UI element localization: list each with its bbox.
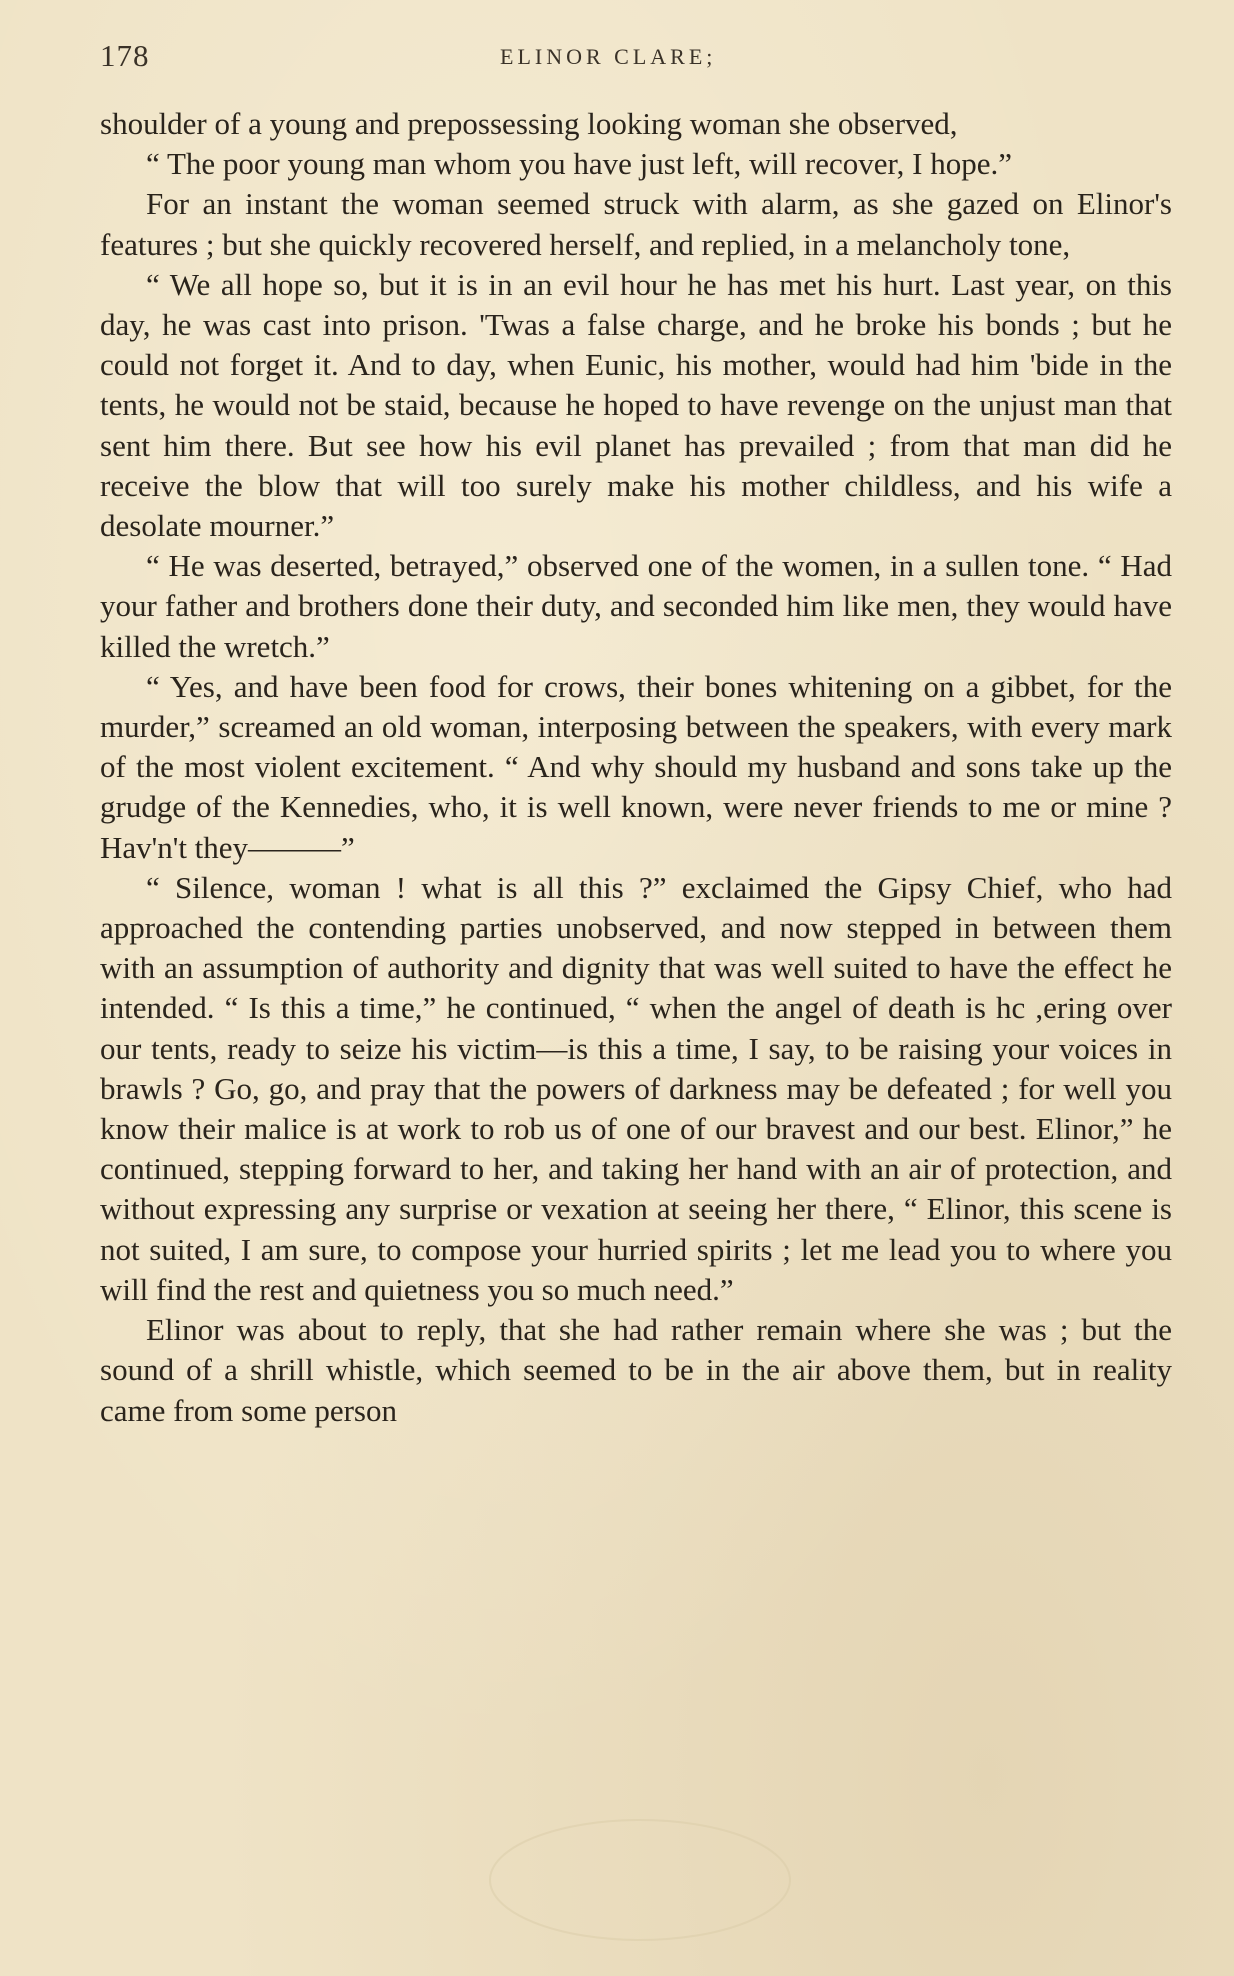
paragraph-8: Elinor was about to reply, that she had rather remain where she was ; but the sound of a shrill whistle, which seemed to be in the air above them, but in reality came from some person xyxy=(100,1312,1172,1428)
paragraph-2: “ The poor young man whom you have just left, will recover, I hope.” xyxy=(146,146,1012,182)
paragraph-6: “ Yes, and have been food for crows, their bones whitening on a gibbet, for the murder,” screamed an old woman, interposing between the speakers, with every mark of the most violent excitement. “ And why should my husband and sons take up the grudge of the Kennedies, who, it is well known, were never friends to me or mine ? Hav'n't they———” xyxy=(100,668,1172,865)
running-head: ELINOR CLARE; xyxy=(500,44,717,69)
paragraph-7: “ Silence, woman ! what is all this ?” exclaimed the Gipsy Chief, who had approached the contending parties unobserved, and now stepped in between them with an assumption of authority and dignity that was well suited to have the effect he intended. “ Is this a time,” he continued, “ when the angel of death is hc ,ering over our tents, ready to seize his victim—is this a time, I say, to be raising your voices in brawls ? Go, go, and pray that the powers of darkness may be defeated ; for well you know their malice is at work to rob us of one of our bravest and our best. Elinor,” he continued, stepping forward to her, and taking her hand with an air of protection, and without expressing any surprise or vexation at seeing her there, “ Elinor, this scene is not suited, I am sure, to compose your hurried spirits ; let me lead you to where you will find the rest and quietness you so much need.” xyxy=(100,869,1172,1307)
page-header xyxy=(100,38,1170,86)
paragraph-1: shoulder of a young and prepossessing looking woman she observed, xyxy=(100,106,958,141)
page-number: 178 xyxy=(100,38,150,73)
paragraph-5: “ He was deserted, betrayed,” observed one of the women, in a sullen tone. “ Had your father and brothers done their duty, and seconded him like men, they would have killed the wretch.” xyxy=(100,548,1172,664)
paragraph-3: For an instant the woman seemed struck with alarm, as she gazed on Elinor's features ; but she quickly recovered herself, and replied, in a melancholy tone, xyxy=(100,186,1172,262)
paragraph-4: “ We all hope so, but it is in an evil hour he has met his hurt. Last year, on this day, he was cast into prison. 'Twas a false charge, and he broke his bonds ; but he could not forget it. And to day, when Eunic, his mother, would had him 'bide in the tents, he would not be staid, because he hoped to have revenge on the unjust man that sent him there. But see how his evil planet has prevailed ; from that man did he receive the blow that will too surely make his mother childless, and his wife a desolate mourner.” xyxy=(100,266,1172,544)
body-text xyxy=(100,104,1172,1431)
